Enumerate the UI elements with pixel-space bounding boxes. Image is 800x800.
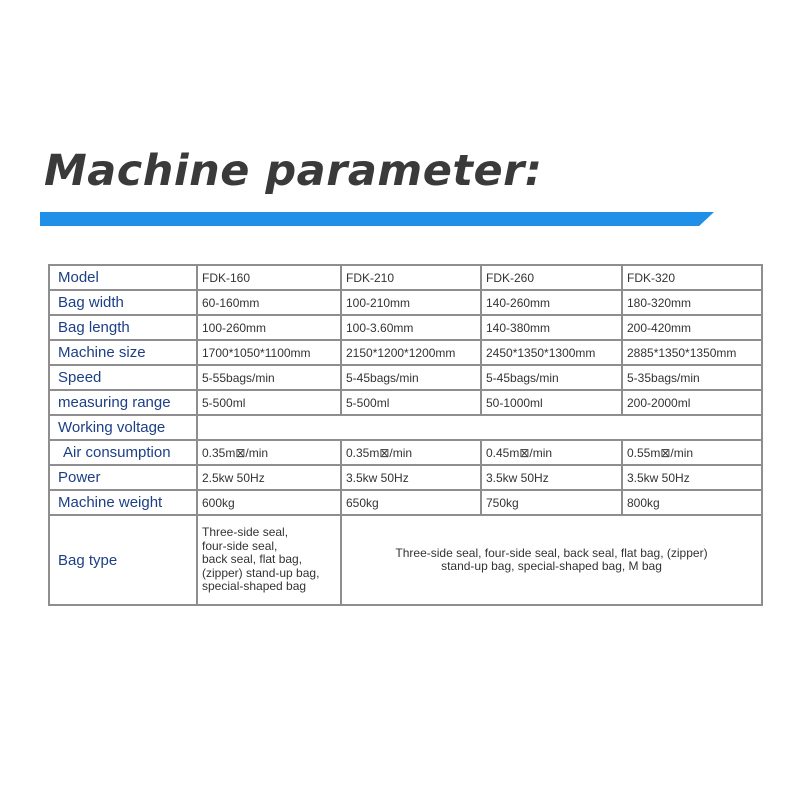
cell-machine-weight-1: 600kg — [197, 490, 341, 515]
table-row-measuring-range — [49, 390, 762, 415]
row-label-measuring-range: measuring range — [49, 390, 197, 415]
cell-bag-width-1: 60-160mm — [197, 290, 341, 315]
cell-speed-3: 5-45bags/min — [481, 365, 622, 390]
page-title: Machine parameter: — [44, 146, 543, 196]
cell-machine-size-2: 2150*1200*1200mm — [341, 340, 481, 365]
row-label-working-voltage: Working voltage — [49, 415, 197, 440]
cell-air-consumption-2: 0.35m⊠/min — [341, 440, 481, 465]
cell-air-consumption-3: 0.45m⊠/min — [481, 440, 622, 465]
cell-bag-length-2: 100-3.60mm — [341, 315, 481, 340]
cell-speed-4: 5-35bags/min — [622, 365, 762, 390]
table-row-machine-weight — [49, 490, 762, 515]
cell-air-consumption-1: 0.35m⊠/min — [197, 440, 341, 465]
row-label-bag-length: Bag length — [49, 315, 197, 340]
cell-model-fdk320: FDK-320 — [622, 265, 762, 290]
row-label-machine-weight: Machine weight — [49, 490, 197, 515]
cell-working-voltage — [197, 415, 762, 440]
cell-power-4: 3.5kw 50Hz — [622, 465, 762, 490]
row-label-speed: Speed — [49, 365, 197, 390]
cell-bag-width-2: 100-210mm — [341, 290, 481, 315]
cell-measuring-range-4: 200-2000ml — [622, 390, 762, 415]
cell-bag-width-4: 180-320mm — [622, 290, 762, 315]
machine-parameter-table — [48, 264, 763, 606]
cell-power-2: 3.5kw 50Hz — [341, 465, 481, 490]
cell-machine-size-4: 2885*1350*1350mm — [622, 340, 762, 365]
cell-air-consumption-4: 0.55m⊠/min — [622, 440, 762, 465]
cell-bag-length-3: 140-380mm — [481, 315, 622, 340]
table-row-speed — [49, 365, 762, 390]
table-row-bag-length — [49, 315, 762, 340]
cell-speed-2: 5-45bags/min — [341, 365, 481, 390]
table-row-bag-type — [49, 515, 762, 605]
cell-bag-type-fdk160: Three-side seal, four-side seal, back seal, flat bag, (zipper) stand-up bag, special-shaped bag — [197, 515, 341, 605]
row-label-power: Power — [49, 465, 197, 490]
cell-machine-weight-2: 650kg — [341, 490, 481, 515]
cell-model-fdk260: FDK-260 — [481, 265, 622, 290]
table-row-machine-size — [49, 340, 762, 365]
cell-model-fdk160: FDK-160 — [197, 265, 341, 290]
table-row-bag-width — [49, 290, 762, 315]
row-label-air-consumption: Air consumption — [49, 440, 197, 465]
cell-measuring-range-2: 5-500ml — [341, 390, 481, 415]
cell-model-fdk210: FDK-210 — [341, 265, 481, 290]
cell-machine-size-3: 2450*1350*1300mm — [481, 340, 622, 365]
cell-machine-weight-3: 750kg — [481, 490, 622, 515]
cell-measuring-range-1: 5-500ml — [197, 390, 341, 415]
title-underline-bar — [40, 212, 714, 226]
table-row-air-consumption — [49, 440, 762, 465]
row-label-machine-size: Machine size — [49, 340, 197, 365]
cell-power-1: 2.5kw 50Hz — [197, 465, 341, 490]
table-row-working-voltage — [49, 415, 762, 440]
cell-power-3: 3.5kw 50Hz — [481, 465, 622, 490]
cell-measuring-range-3: 50-1000ml — [481, 390, 622, 415]
cell-bag-width-3: 140-260mm — [481, 290, 622, 315]
cell-speed-1: 5-55bags/min — [197, 365, 341, 390]
cell-machine-weight-4: 800kg — [622, 490, 762, 515]
table-row-model — [49, 265, 762, 290]
row-label-bag-width: Bag width — [49, 290, 197, 315]
cell-bag-type-others: Three-side seal, four-side seal, back seal, flat bag, (zipper) stand-up bag, special-shaped bag, M bag — [341, 515, 762, 605]
row-label-bag-type: Bag type — [49, 515, 197, 605]
cell-bag-length-1: 100-260mm — [197, 315, 341, 340]
row-label-model: Model — [49, 265, 197, 290]
table-row-power — [49, 465, 762, 490]
cell-machine-size-1: 1700*1050*1100mm — [197, 340, 341, 365]
cell-bag-length-4: 200-420mm — [622, 315, 762, 340]
